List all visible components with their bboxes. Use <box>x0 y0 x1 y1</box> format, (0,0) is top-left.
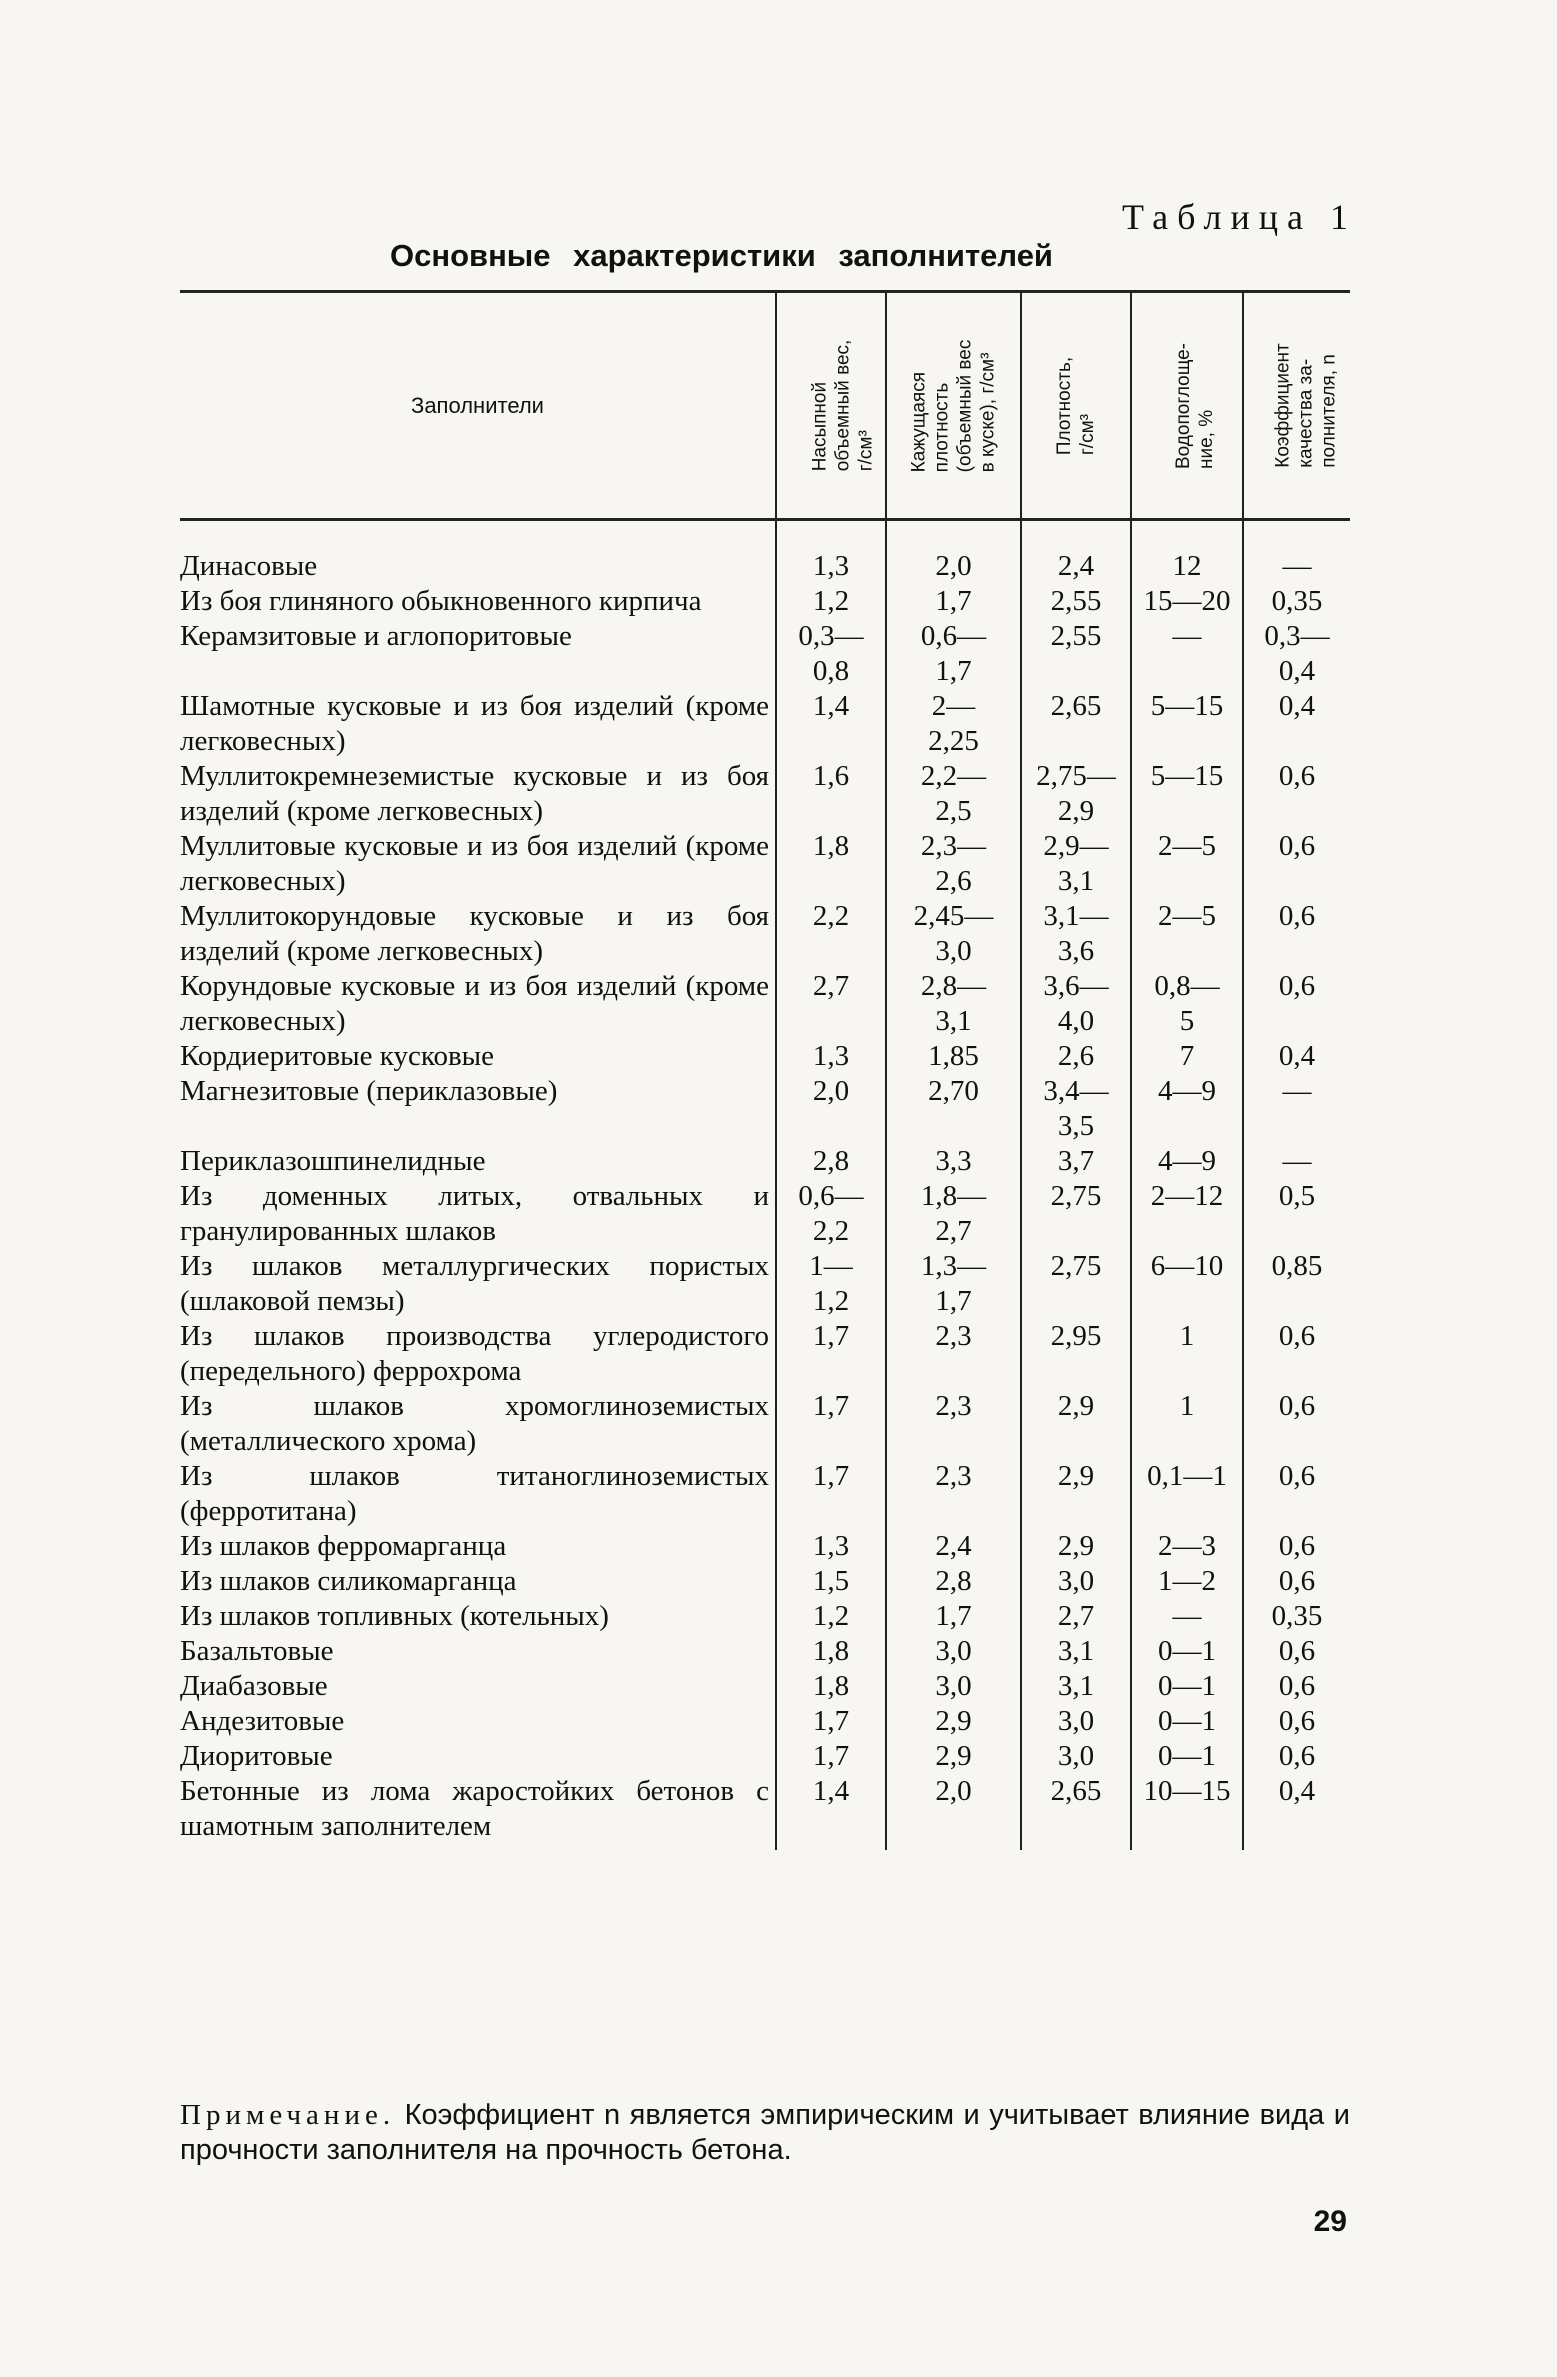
cell-apparent-density: 2,4 <box>886 1529 1021 1564</box>
table-row <box>180 584 1350 619</box>
cell-water-absorption: 7 <box>1131 1039 1243 1074</box>
cell-water-absorption: 1 <box>1131 1319 1243 1389</box>
cell-bulk-density: 1,3 <box>776 1529 886 1564</box>
table-row <box>180 1074 1350 1144</box>
cell-bulk-density: 2,8 <box>776 1144 886 1179</box>
table-row <box>180 969 1350 1039</box>
cell-name: Из шлаков металлургических пористых (шлаковой пемзы) <box>180 1250 769 1317</box>
cell-bulk-density: 1,7 <box>776 1704 886 1739</box>
cell-quality-coefficient: 0,6 <box>1243 1669 1350 1704</box>
cell-name: Из шлаков ферромарганца <box>180 1530 507 1562</box>
cell-density: 2,9 <box>1021 1389 1131 1459</box>
table-row <box>180 689 1350 759</box>
cell-apparent-density: 2— 2,25 <box>886 689 1021 759</box>
cell-water-absorption: — <box>1131 619 1243 689</box>
cell-density: 2,55 <box>1021 584 1131 619</box>
table-row <box>180 829 1350 899</box>
cell-density: 2,95 <box>1021 1319 1131 1389</box>
cell-apparent-density: 1,7 <box>886 584 1021 619</box>
cell-density: 3,1— 3,6 <box>1021 899 1131 969</box>
cell-name: Магнезитовые (периклазовые) <box>180 1075 558 1107</box>
cell-density: 2,65 <box>1021 1774 1131 1850</box>
cell-density: 3,0 <box>1021 1704 1131 1739</box>
table-row <box>180 1389 1350 1459</box>
cell-water-absorption: 15—20 <box>1131 584 1243 619</box>
cell-water-absorption: 2—5 <box>1131 899 1243 969</box>
cell-density: 2,4 <box>1021 520 1131 585</box>
cell-bulk-density: 1,5 <box>776 1564 886 1599</box>
note-label: Примечание. <box>180 2099 396 2131</box>
cell-bulk-density: 1— 1,2 <box>776 1249 886 1319</box>
cell-quality-coefficient: 0,35 <box>1243 584 1350 619</box>
cell-bulk-density: 0,6— 2,2 <box>776 1179 886 1249</box>
cell-density: 3,0 <box>1021 1564 1131 1599</box>
cell-apparent-density: 2,8 <box>886 1564 1021 1599</box>
cell-name: Из шлаков топливных (котельных) <box>180 1600 609 1632</box>
header-line: ние, % <box>1196 409 1218 469</box>
cell-apparent-density: 3,0 <box>886 1669 1021 1704</box>
header-line: г/см³ <box>855 430 877 472</box>
cell-apparent-density: 2,3 <box>886 1459 1021 1529</box>
cell-water-absorption: 0,1—1 <box>1131 1459 1243 1529</box>
header-bulk-density <box>776 292 886 520</box>
cell-water-absorption: 2—5 <box>1131 829 1243 899</box>
cell-bulk-density: 1,2 <box>776 584 886 619</box>
cell-quality-coefficient: — <box>1243 1144 1350 1179</box>
note-text: Коэффициент n является эмпирическим и учитывает влияние вида и прочности заполнителя на прочность бетона. <box>180 2099 1350 2166</box>
table-label: Таблица 1 <box>1122 197 1357 237</box>
cell-bulk-density: 1,7 <box>776 1459 886 1529</box>
cell-name: Шамотные кусковые и из боя изделий (кроме легковесных) <box>180 690 769 757</box>
cell-name: Периклазошпинелидные <box>180 1145 486 1177</box>
cell-name: Муллитокорундовые кусковые и из боя изделий (кроме легковесных) <box>180 900 769 967</box>
cell-density: 2,75— 2,9 <box>1021 759 1131 829</box>
header-line: (объемный вес <box>954 339 976 472</box>
table-row <box>180 1179 1350 1249</box>
cell-water-absorption: — <box>1131 1599 1243 1634</box>
cell-quality-coefficient: 0,4 <box>1243 689 1350 759</box>
cell-water-absorption: 0—1 <box>1131 1634 1243 1669</box>
header-line: Плотность, <box>1054 356 1075 455</box>
cell-quality-coefficient: 0,6 <box>1243 1319 1350 1389</box>
header-line: качества за- <box>1295 358 1317 468</box>
cell-bulk-density: 1,4 <box>776 1774 886 1850</box>
cell-quality-coefficient: — <box>1243 1074 1350 1144</box>
cell-density: 2,9 <box>1021 1529 1131 1564</box>
cell-apparent-density: 2,2— 2,5 <box>886 759 1021 829</box>
table-row <box>180 1144 1350 1179</box>
table-header-row <box>180 292 1350 520</box>
table-note <box>180 2098 1350 2168</box>
table-row <box>180 1739 1350 1774</box>
cell-name: Из шлаков силикомарганца <box>180 1565 517 1597</box>
cell-quality-coefficient: 0,4 <box>1243 1039 1350 1074</box>
cell-apparent-density: 2,3 <box>886 1319 1021 1389</box>
cell-bulk-density: 1,7 <box>776 1319 886 1389</box>
header-aggregates: Заполнители <box>180 292 776 520</box>
cell-bulk-density: 1,8 <box>776 1669 886 1704</box>
cell-name: Муллитовые кусковые и из боя изделий (кроме легковесных) <box>180 830 769 897</box>
cell-density: 2,55 <box>1021 619 1131 689</box>
header-line: в куске), г/см³ <box>977 352 999 472</box>
cell-water-absorption: 4—9 <box>1131 1144 1243 1179</box>
cell-density: 2,75 <box>1021 1249 1131 1319</box>
header-line: объемный вес, <box>832 339 854 472</box>
table-row <box>180 1774 1350 1850</box>
cell-apparent-density: 3,3 <box>886 1144 1021 1179</box>
table-row <box>180 1459 1350 1529</box>
cell-density: 3,7 <box>1021 1144 1131 1179</box>
cell-bulk-density: 1,4 <box>776 689 886 759</box>
table-row <box>180 759 1350 829</box>
cell-apparent-density: 1,85 <box>886 1039 1021 1074</box>
cell-apparent-density: 2,3— 2,6 <box>886 829 1021 899</box>
cell-water-absorption: 1—2 <box>1131 1564 1243 1599</box>
cell-bulk-density: 2,7 <box>776 969 886 1039</box>
table-row <box>180 1039 1350 1074</box>
cell-water-absorption: 5—15 <box>1131 759 1243 829</box>
header-line: плотность <box>931 382 953 472</box>
cell-water-absorption: 2—3 <box>1131 1529 1243 1564</box>
cell-name: Из шлаков хромоглиноземистых (металлического хрома) <box>180 1390 769 1457</box>
cell-quality-coefficient: 0,6 <box>1243 759 1350 829</box>
header-quality-coefficient <box>1243 292 1350 520</box>
cell-water-absorption: 0—1 <box>1131 1739 1243 1774</box>
cell-water-absorption: 5—15 <box>1131 689 1243 759</box>
cell-quality-coefficient: 0,6 <box>1243 969 1350 1039</box>
cell-bulk-density: 1,2 <box>776 1599 886 1634</box>
cell-apparent-density: 3,0 <box>886 1634 1021 1669</box>
cell-bulk-density: 1,6 <box>776 759 886 829</box>
cell-density: 3,1 <box>1021 1669 1131 1704</box>
cell-bulk-density: 0,3— 0,8 <box>776 619 886 689</box>
header-line: Водопоглоще- <box>1173 342 1195 469</box>
table-row <box>180 1249 1350 1319</box>
cell-water-absorption: 0—1 <box>1131 1669 1243 1704</box>
cell-apparent-density: 1,3— 1,7 <box>886 1249 1021 1319</box>
cell-density: 3,6— 4,0 <box>1021 969 1131 1039</box>
header-density <box>1021 292 1131 520</box>
cell-density: 2,65 <box>1021 689 1131 759</box>
cell-density: 2,9 <box>1021 1459 1131 1529</box>
cell-name: Диабазовые <box>180 1670 328 1702</box>
cell-name: Из боя глиняного обыкновенного кирпича <box>180 585 702 617</box>
cell-bulk-density: 1,3 <box>776 520 886 585</box>
page-number: 29 <box>1313 2205 1347 2238</box>
cell-name: Из доменных литых, отвальных и гранулированных шлаков <box>180 1180 769 1247</box>
cell-density: 2,6 <box>1021 1039 1131 1074</box>
cell-quality-coefficient: 0,6 <box>1243 1634 1350 1669</box>
cell-apparent-density: 2,9 <box>886 1704 1021 1739</box>
cell-apparent-density: 2,45— 3,0 <box>886 899 1021 969</box>
cell-quality-coefficient: 0,6 <box>1243 829 1350 899</box>
header-line: Кажущаяся <box>908 371 930 472</box>
cell-name: Корундовые кусковые и из боя изделий (кроме легковесных) <box>180 970 769 1037</box>
header-water-absorption <box>1131 292 1243 520</box>
cell-water-absorption: 1 <box>1131 1389 1243 1459</box>
cell-name: Динасовые <box>180 550 318 582</box>
cell-quality-coefficient: 0,6 <box>1243 1459 1350 1529</box>
cell-quality-coefficient: 0,3— 0,4 <box>1243 619 1350 689</box>
cell-quality-coefficient: 0,6 <box>1243 1529 1350 1564</box>
cell-name: Диоритовые <box>180 1740 333 1772</box>
table-row <box>180 1529 1350 1564</box>
header-line: Коэффициент <box>1272 343 1294 468</box>
cell-density: 3,1 <box>1021 1634 1131 1669</box>
table-row <box>180 1704 1350 1739</box>
table-row <box>180 619 1350 689</box>
table-body <box>180 520 1350 1851</box>
cell-water-absorption: 10—15 <box>1131 1774 1243 1850</box>
cell-bulk-density: 1,8 <box>776 829 886 899</box>
cell-quality-coefficient: 0,6 <box>1243 1704 1350 1739</box>
cell-bulk-density: 2,0 <box>776 1074 886 1144</box>
table-row <box>180 1634 1350 1669</box>
cell-apparent-density: 2,0 <box>886 1774 1021 1850</box>
cell-name: Кордиеритовые кусковые <box>180 1040 494 1072</box>
cell-bulk-density: 1,3 <box>776 1039 886 1074</box>
aggregates-table <box>180 290 1350 1850</box>
cell-name: Бетонные из лома жаростойких бетонов с шамотным заполнителем <box>180 1775 769 1842</box>
cell-apparent-density: 1,7 <box>886 1599 1021 1634</box>
cell-density: 2,9— 3,1 <box>1021 829 1131 899</box>
cell-quality-coefficient: 0,5 <box>1243 1179 1350 1249</box>
header-line: г/см³ <box>1077 413 1098 455</box>
cell-water-absorption: 6—10 <box>1131 1249 1243 1319</box>
header-line: полнителя, n <box>1318 354 1340 468</box>
cell-quality-coefficient: 0,35 <box>1243 1599 1350 1634</box>
cell-density: 3,0 <box>1021 1739 1131 1774</box>
cell-water-absorption: 12 <box>1131 520 1243 585</box>
cell-apparent-density: 1,8— 2,7 <box>886 1179 1021 1249</box>
cell-density: 2,7 <box>1021 1599 1131 1634</box>
cell-name: Керамзитовые и аглопоритовые <box>180 620 572 652</box>
cell-water-absorption: 0,8— 5 <box>1131 969 1243 1039</box>
cell-bulk-density: 1,8 <box>776 1634 886 1669</box>
table-row <box>180 520 1350 585</box>
header-line: Насыпной <box>809 381 831 472</box>
cell-quality-coefficient: — <box>1243 520 1350 585</box>
cell-apparent-density: 2,9 <box>886 1739 1021 1774</box>
cell-name: Из шлаков производства углеродистого (передельного) феррохрома <box>180 1320 769 1387</box>
cell-name: Базальтовые <box>180 1635 334 1667</box>
cell-apparent-density: 2,3 <box>886 1389 1021 1459</box>
table-row <box>180 1319 1350 1389</box>
table-row <box>180 1564 1350 1599</box>
table-title: Основные характеристики заполнителей <box>390 238 1053 273</box>
cell-bulk-density: 1,7 <box>776 1739 886 1774</box>
table-row <box>180 1599 1350 1634</box>
cell-bulk-density: 1,7 <box>776 1389 886 1459</box>
cell-quality-coefficient: 0,6 <box>1243 1739 1350 1774</box>
table-row <box>180 1669 1350 1704</box>
cell-apparent-density: 2,70 <box>886 1074 1021 1144</box>
cell-apparent-density: 2,8— 3,1 <box>886 969 1021 1039</box>
cell-quality-coefficient: 0,4 <box>1243 1774 1350 1850</box>
cell-bulk-density: 2,2 <box>776 899 886 969</box>
cell-name: Из шлаков титаноглиноземистых (ферротитана) <box>180 1460 769 1527</box>
cell-quality-coefficient: 0,6 <box>1243 1564 1350 1599</box>
cell-density: 2,75 <box>1021 1179 1131 1249</box>
header-apparent-density <box>886 292 1021 520</box>
cell-name: Муллитокремнеземистые кусковые и из боя изделий (кроме легковесных) <box>180 760 769 827</box>
cell-density: 3,4— 3,5 <box>1021 1074 1131 1144</box>
cell-water-absorption: 4—9 <box>1131 1074 1243 1144</box>
cell-quality-coefficient: 0,6 <box>1243 899 1350 969</box>
cell-apparent-density: 0,6— 1,7 <box>886 619 1021 689</box>
cell-water-absorption: 0—1 <box>1131 1704 1243 1739</box>
table-row <box>180 899 1350 969</box>
cell-water-absorption: 2—12 <box>1131 1179 1243 1249</box>
cell-quality-coefficient: 0,6 <box>1243 1389 1350 1459</box>
cell-quality-coefficient: 0,85 <box>1243 1249 1350 1319</box>
cell-name: Андезитовые <box>180 1705 345 1737</box>
cell-apparent-density: 2,0 <box>886 520 1021 585</box>
